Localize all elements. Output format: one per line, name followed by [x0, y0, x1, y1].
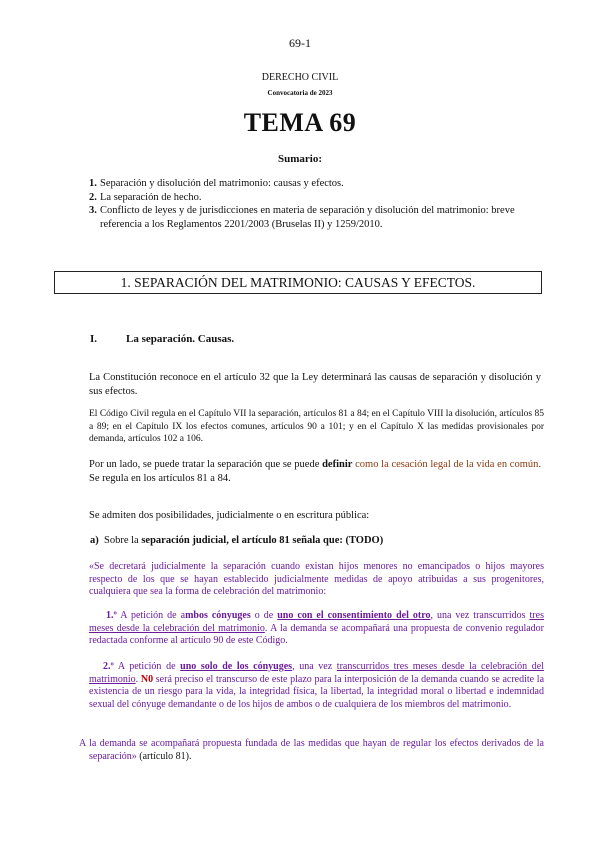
text-segment: A la demanda se acompañará propuesta fundada de las medidas que hayan de regular los efectos derivados de la separación» — [79, 738, 544, 762]
summary-item — [89, 177, 529, 191]
paragraph-text: La Constitución reconoce en el artículo 32 que la Ley determinará las causas de separación y disolución y sus efectos. — [89, 372, 541, 397]
text-segment: . A la demanda se acompañará una propuesta de convenio regulador redactada conforme al artículo 90 de este Código. — [89, 622, 544, 646]
text-segment: será preciso el transcurso de este plazo para la interposición de la demanda cuando se acredite la existencia de un riesgo para la vida, la integridad física, la libertad, la integridad moral o libertad e indemnidad sexual del cónyuge demandante o de los hijos de ambos o de cualquiera de los miembros del matrimonio. — [89, 673, 545, 710]
text-segment: A petición de a — [120, 610, 186, 621]
text-segment: , una vez — [292, 661, 333, 672]
quote-text: «Se decretará judicialmente la separación cuando existan hijos menores no emancipados o hijos mayores respecto de los que se hayan establecido judicialmente medidas de apoyo atribuidas a sus progenitores, cualquiera que sea la forma de celebración del matrimonio: — [89, 561, 544, 597]
text-underlined: tres meses desde la celebración del matrimonio — [89, 610, 544, 634]
text-highlight-no: N0 — [140, 673, 154, 685]
page-title: TEMA 69 — [243, 108, 357, 137]
text-segment: , una vez transcurridos — [430, 610, 526, 621]
text-bold: separación judicial, el artículo 81 señala que: (TODO) — [141, 535, 384, 546]
section-heading-box: 1. SEPARACIÓN DEL MATRIMONIO: CAUSAS Y EFECTOS. — [54, 271, 542, 294]
text-bold-underlined: uno solo de los cónyuges — [180, 661, 293, 672]
page-number: 69-1 — [289, 36, 311, 50]
summary-item — [89, 204, 529, 231]
paragraph-definicion — [89, 458, 541, 485]
summary-item-number: 3. — [89, 205, 97, 216]
summary-list — [89, 177, 529, 231]
point-number: 1.º — [106, 610, 117, 621]
summary-item-number: 1. — [89, 178, 97, 189]
text-underlined: transcurridos tres meses desde la celebración del matrimonio — [89, 661, 544, 685]
paragraph-constitution — [89, 371, 541, 398]
text-segment: o de — [254, 610, 274, 621]
quote-intro — [89, 561, 544, 599]
text-segment: A petición de — [117, 661, 176, 672]
list-item-a — [90, 534, 542, 548]
quote-closing — [79, 738, 544, 763]
text-bold: mbos cónyuges — [185, 610, 251, 621]
paragraph-text: El Código Civil regula en el Capítulo VII la separación, artículos 81 a 84; en el Capítulo VIII la disolución, artículos 85 a 89; en el Capítulo IX los efectos comunes, artículos 90 a 101; y en el Capítulo X las medidas provisionales por demanda, artículos 102 a 106. — [89, 409, 544, 444]
summary-item — [89, 191, 529, 205]
text-segment: . — [135, 673, 139, 685]
text-segment: Se regula en los artículos 81 a 84. — [89, 472, 231, 484]
quote-point-2 — [89, 661, 544, 711]
list-item-label: a) — [90, 535, 99, 546]
text-segment: Por un lado, se puede tratar la separación que se puede — [89, 459, 320, 470]
text-definition: como la cesación legal de la vida en común. — [355, 459, 541, 470]
paragraph-text: Se admiten dos posibilidades, judicialmente o en escritura pública: — [89, 510, 370, 521]
convocatoria-label: Convocatoria de 2023 — [267, 89, 333, 97]
summary-item-text: Conflicto de leyes y de jurisdicciones en materia de separación y disolución del matrimonio: breve referencia a los Reglamentos 2201/2003 (Bruselas II) y 1259/2010. — [100, 205, 515, 230]
summary-item-number: 2. — [89, 191, 97, 203]
subject-heading: DERECHO CIVIL — [261, 72, 339, 83]
summary-item-text: Separación y disolución del matrimonio: causas y efectos. — [100, 178, 344, 189]
summary-label: Sumario: — [278, 153, 322, 165]
subsection-number: I. — [90, 333, 98, 345]
subsection-title: La separación. Causas. — [126, 333, 235, 345]
paragraph-codigo-civil — [89, 408, 544, 446]
article-reference: (artículo 81). — [139, 750, 192, 762]
text-bold-underlined: uno con el consentimiento del otro — [277, 610, 431, 621]
quote-point-1 — [89, 610, 544, 648]
text-segment: Sobre la — [104, 535, 139, 546]
summary-item-text: La separación de hecho. — [100, 191, 202, 203]
paragraph-posibilidades — [89, 509, 541, 523]
point-number: 2.º — [103, 661, 114, 672]
text-bold-definir: definir — [322, 459, 353, 470]
